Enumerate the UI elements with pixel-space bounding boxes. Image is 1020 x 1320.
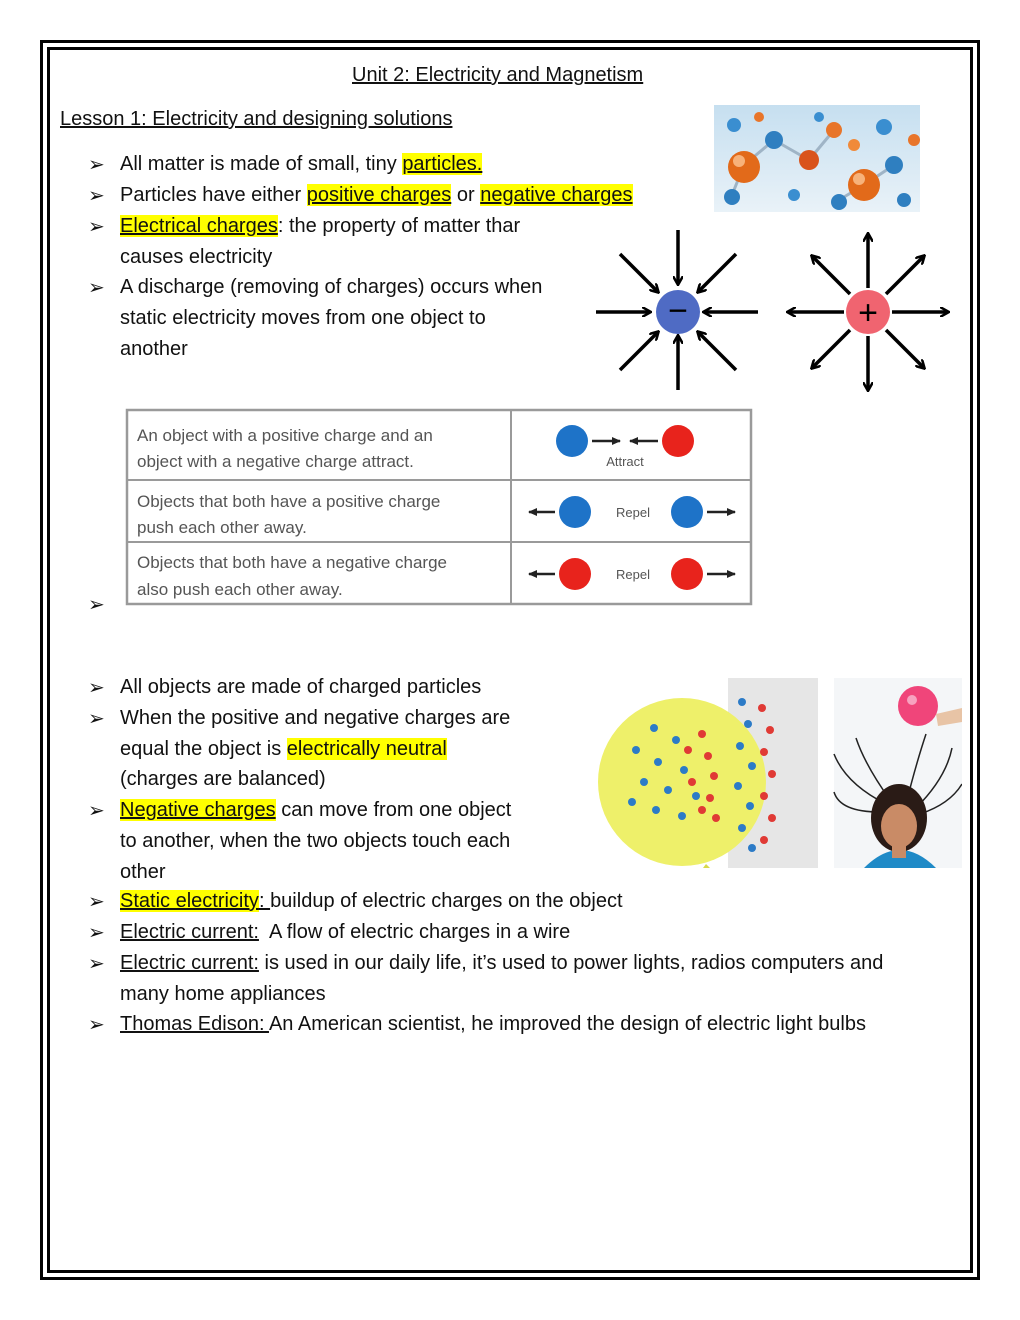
- bullet-neutral-line2: equal the object is electrically neutral: [120, 738, 447, 760]
- plus-icon: +: [858, 294, 878, 332]
- bullet-icon: ➢: [88, 1012, 105, 1036]
- bullet-negative-charges-line3: other: [120, 861, 166, 883]
- bullet-neutral-line1: When the positive and negative charges are: [120, 707, 511, 729]
- table-row-1-text-line2: object with a negative charge attract.: [137, 452, 414, 471]
- table-row-2-text-line1: Objects that both have a positive charge: [137, 492, 441, 511]
- bullet-icon: ➢: [88, 951, 105, 975]
- bullet-icon: ➢: [88, 706, 105, 730]
- bullet-icon: ➢: [88, 275, 105, 299]
- red-charge-ball: [671, 558, 703, 590]
- blue-charge-ball: [556, 425, 588, 457]
- blue-charge-ball: [559, 496, 591, 528]
- bullet-thomas-edison: Thomas Edison: An American scientist, he improved the design of electric light bulbs: [120, 1013, 866, 1035]
- bullet-electric-current-use: Electric current: is used in our daily life, it’s used to power lights, radios computers and: [120, 952, 884, 974]
- bullet-electrical-charges-line2: causes electricity: [120, 246, 273, 268]
- red-charge-ball: [559, 558, 591, 590]
- bullet-icon: ➢: [88, 675, 105, 699]
- table-row-3-text-line1: Objects that both have a negative charge: [137, 553, 447, 572]
- balloon-wall-image: [598, 678, 818, 868]
- bullet-discharge-line3: another: [120, 338, 188, 360]
- bullet-icon: ➢: [88, 183, 105, 207]
- bullet-icon: ➢: [88, 798, 105, 822]
- bullet-particles: Particles have either positive charges or negative charges: [120, 184, 633, 206]
- bullet-discharge-line2: static electricity moves from one object to: [120, 307, 486, 329]
- bullet-objects-charged: All objects are made of charged particles: [120, 676, 482, 698]
- minus-icon: −: [668, 292, 688, 330]
- table-row-3-text-line2: also push each other away.: [137, 580, 343, 599]
- bullet-electrical-charges: Electrical charges: the property of matter thar: [120, 215, 521, 237]
- bullet-negative-charges-line2: to another, when the two objects touch each: [120, 830, 511, 852]
- page-title: Unit 2: Electricity and Magnetism: [352, 64, 644, 86]
- charge-interaction-table: [125, 408, 753, 606]
- bullet-matter: All matter is made of small, tiny particles.: [120, 153, 483, 175]
- bullet-negative-charges: Negative charges can move from one object: [120, 799, 512, 821]
- bullet-icon: ➢: [88, 214, 105, 238]
- bullet-icon: ➢: [88, 889, 105, 913]
- attract-label: Attract: [606, 454, 644, 469]
- bullet-icon: ➢: [88, 152, 105, 176]
- charge-field-diagram: [592, 226, 956, 394]
- repel-label: Repel: [616, 505, 650, 520]
- blue-charge-ball: [671, 496, 703, 528]
- bullet-discharge-line1: A discharge (removing of charges) occurs when: [120, 276, 543, 298]
- repel-label: Repel: [616, 567, 650, 582]
- bullet-neutral-line3: (charges are balanced): [120, 768, 326, 790]
- lesson-heading: Lesson 1: Electricity and designing solutions: [60, 108, 453, 130]
- girl-hair-balloon-image: [834, 678, 962, 868]
- bullet-electric-current: Electric current: A flow of electric charges in a wire: [120, 921, 571, 943]
- bullet-icon: ➢: [88, 592, 105, 616]
- bullet-icon: ➢: [88, 920, 105, 944]
- table-row-2-text-line2: push each other away.: [137, 518, 307, 537]
- molecule-image: [714, 105, 920, 212]
- red-charge-ball: [662, 425, 694, 457]
- table-row-1-text-line1: An object with a positive charge and an: [137, 426, 433, 445]
- bullet-electric-current-use-line2: many home appliances: [120, 983, 326, 1005]
- static-balloon-images: [596, 678, 962, 868]
- bullet-static-electricity: Static electricity: buildup of electric charges on the object: [120, 890, 623, 912]
